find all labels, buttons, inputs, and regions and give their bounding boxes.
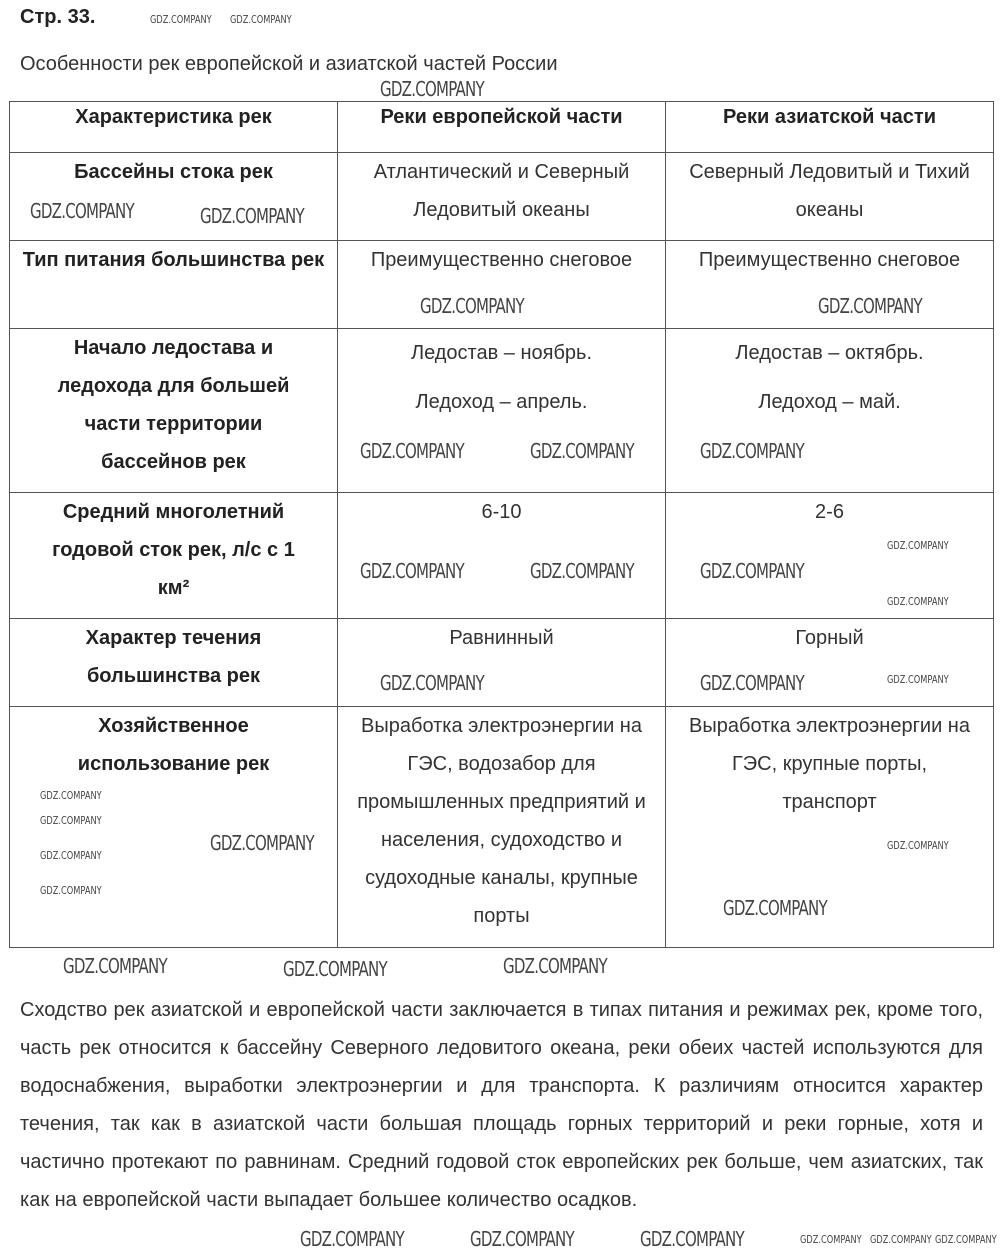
watermark: GDZ.COMPANY [470, 1227, 574, 1251]
watermark: GDZ.COMPANY [870, 1233, 932, 1246]
watermark: GDZ.COMPANY [503, 954, 607, 978]
row-label: Бассейны стока рек [10, 153, 338, 241]
watermark: GDZ.COMPANY [723, 896, 827, 920]
subtitle: Особенности рек европейской и азиатской частей России [20, 53, 558, 75]
table-row [10, 619, 994, 707]
rivers-table [9, 101, 994, 948]
watermark: GDZ.COMPANY [640, 1227, 744, 1251]
table-header-row [10, 102, 994, 153]
watermark: GDZ.COMPANY [300, 1227, 404, 1251]
table-row [10, 493, 994, 619]
watermark: GDZ.COMPANY [935, 1233, 997, 1246]
watermark: GDZ.COMPANY [887, 539, 949, 552]
table-row [10, 329, 994, 493]
page-title: Стр. 33. [20, 6, 96, 28]
watermark: GDZ.COMPANY [40, 814, 102, 827]
watermark: GDZ.COMPANY [210, 831, 314, 855]
watermark: GDZ.COMPANY [360, 439, 464, 463]
watermark: GDZ.COMPANY [200, 204, 304, 228]
header-cell: Характеристика рек [10, 102, 338, 153]
watermark: GDZ.COMPANY [700, 671, 804, 695]
table-cell: Выработка электроэнергии на ГЭС, водозабор для промышленных предприятий и населения, судоходство и судоходные каналы, крупные порты [338, 707, 666, 948]
row-label: Тип питания большинства рек [10, 241, 338, 329]
row-label: Начало ледостава и ледохода для большей части территории бассейнов рек [10, 329, 338, 493]
table-cell: Преимущественно снеговое [666, 241, 994, 329]
watermark: GDZ.COMPANY [818, 294, 922, 318]
watermark: GDZ.COMPANY [530, 439, 634, 463]
table-cell: 6-10 [338, 493, 666, 619]
watermark: GDZ.COMPANY [283, 957, 387, 981]
watermark: GDZ.COMPANY [40, 884, 102, 897]
watermark: GDZ.COMPANY [40, 789, 102, 802]
row-label: Характер течения большинства рек [10, 619, 338, 707]
table-row [10, 707, 994, 948]
watermark: GDZ.COMPANY [887, 595, 949, 608]
table-row [10, 241, 994, 329]
conclusion-paragraph: Сходство рек азиатской и европейской части заключается в типах питания и режимах рек, кроме того, часть рек относится к бассейну Северного ледовитого океана, реки обеих частей используются для водоснабжения, выработки электроэнергии и для транспорта. К различиям относится характер течения, так как в азиатской части большая площадь горных территорий и реки горные, хотя и частично протекают по равнинам. Средний годовой сток европейских рек больше, чем азиатских, так как на европейской части выпадает большее количество осадков. [20, 999, 983, 1211]
row-label: Средний многолетний годовой сток рек, л/с с 1 км² [10, 493, 338, 619]
table-cell: Преимущественно снеговое [338, 241, 666, 329]
table-cell: 2-6 [666, 493, 994, 619]
watermark: GDZ.COMPANY [40, 849, 102, 862]
table-cell: Ледостав – ноябрь. Ледоход – апрель. [338, 329, 666, 493]
watermark: GDZ.COMPANY [63, 954, 167, 978]
watermark: GDZ.COMPANY [360, 559, 464, 583]
table-cell: Выработка электроэнергии на ГЭС, крупные порты, транспорт [666, 707, 994, 948]
watermark: GDZ.COMPANY [887, 839, 949, 852]
watermark: GDZ.COMPANY [420, 294, 524, 318]
watermark: GDZ.COMPANY [380, 77, 484, 101]
table-cell: Атлантический и Северный Ледовитый океаны [338, 153, 666, 241]
watermark: GDZ.COMPANY [700, 559, 804, 583]
table-cell: Ледостав – октябрь. Ледоход – май. [666, 329, 994, 493]
table-cell: Горный [666, 619, 994, 707]
watermark: GDZ.COMPANY [887, 673, 949, 686]
watermark: GDZ.COMPANY [800, 1233, 862, 1246]
header-cell: Реки европейской части [338, 102, 666, 153]
table-cell: Северный Ледовитый и Тихий океаны [666, 153, 994, 241]
watermark: GDZ.COMPANY [150, 13, 212, 26]
table-cell: Равнинный [338, 619, 666, 707]
watermark: GDZ.COMPANY [230, 13, 292, 26]
row-label: Хозяйственное использование рек [10, 707, 338, 948]
watermark: GDZ.COMPANY [700, 439, 804, 463]
watermark: GDZ.COMPANY [530, 559, 634, 583]
watermark: GDZ.COMPANY [30, 199, 134, 223]
table-row [10, 153, 994, 241]
header-cell: Реки азиатской части [666, 102, 994, 153]
watermark: GDZ.COMPANY [380, 671, 484, 695]
